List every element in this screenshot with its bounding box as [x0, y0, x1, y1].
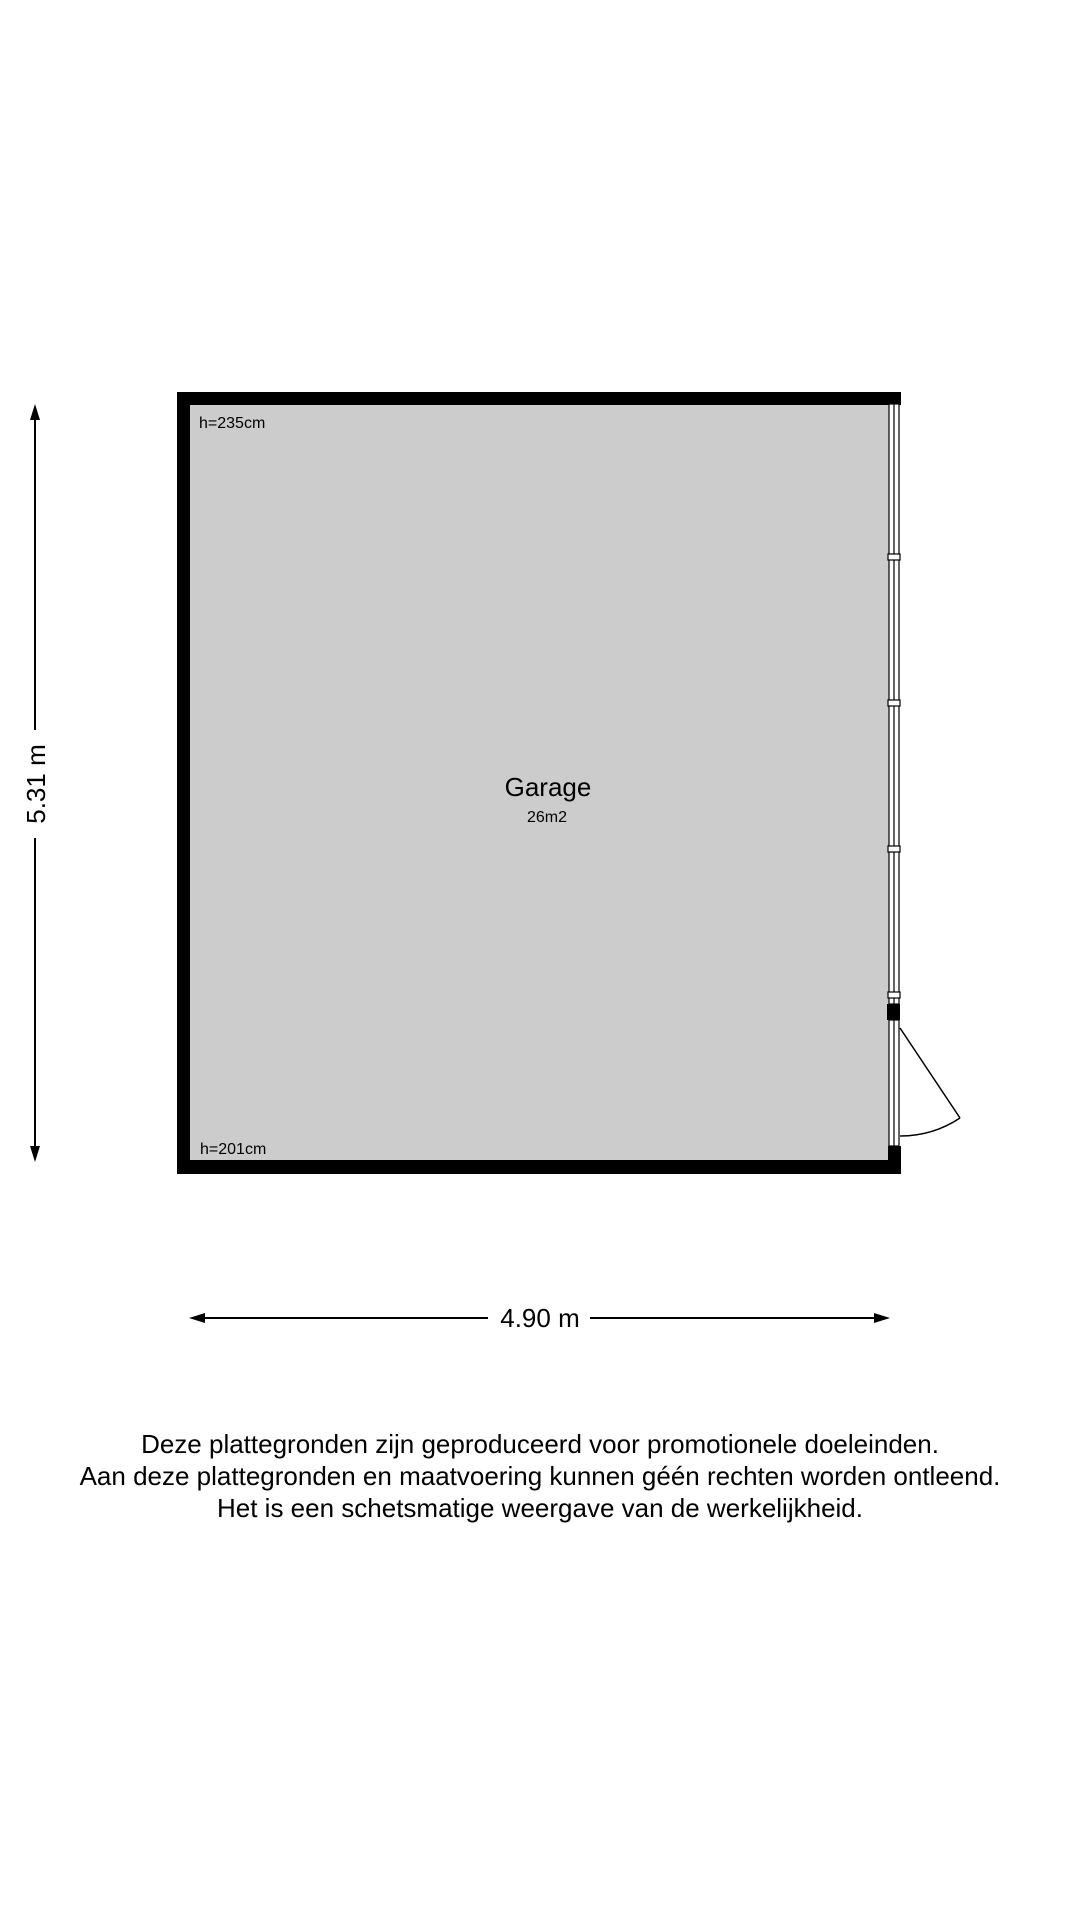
wall-left: [177, 392, 190, 1174]
height-bottom-label: h=201cm: [200, 1141, 267, 1158]
vertical-arrow-down: [30, 1146, 40, 1162]
vertical-dimension-label: 5.31 m: [21, 744, 51, 824]
horizontal-arrow-left: [189, 1313, 205, 1323]
wall-right-corner-top: [888, 392, 901, 404]
wall-right-pillar: [887, 1004, 900, 1020]
disclaimer-line-2: Aan deze plattegronden en maatvoering kunnen géén rechten worden ontleend.: [79, 1461, 1001, 1491]
height-top-label: h=235cm: [199, 415, 266, 432]
horizontal-arrow-right: [874, 1313, 890, 1323]
room-area: 26m2: [526, 809, 568, 826]
wall-right-corner-bottom: [888, 1146, 901, 1174]
vertical-arrow-up: [30, 404, 40, 420]
disclaimer-line-3: Het is een schetsmatige weergave van de werkelijkheid.: [216, 1493, 863, 1523]
disclaimer: [0, 1428, 1080, 1524]
wall-bottom: [177, 1160, 901, 1174]
room-name: Garage: [504, 772, 592, 802]
horizontal-dimension-label: 4.90 m: [500, 1303, 580, 1333]
disclaimer-line-1: Deze plattegronden zijn geproduceerd voor promotionele doeleinden.: [141, 1429, 939, 1459]
wall-top: [177, 392, 901, 405]
window-strip: [888, 404, 900, 1146]
door-swing: [900, 1028, 960, 1136]
